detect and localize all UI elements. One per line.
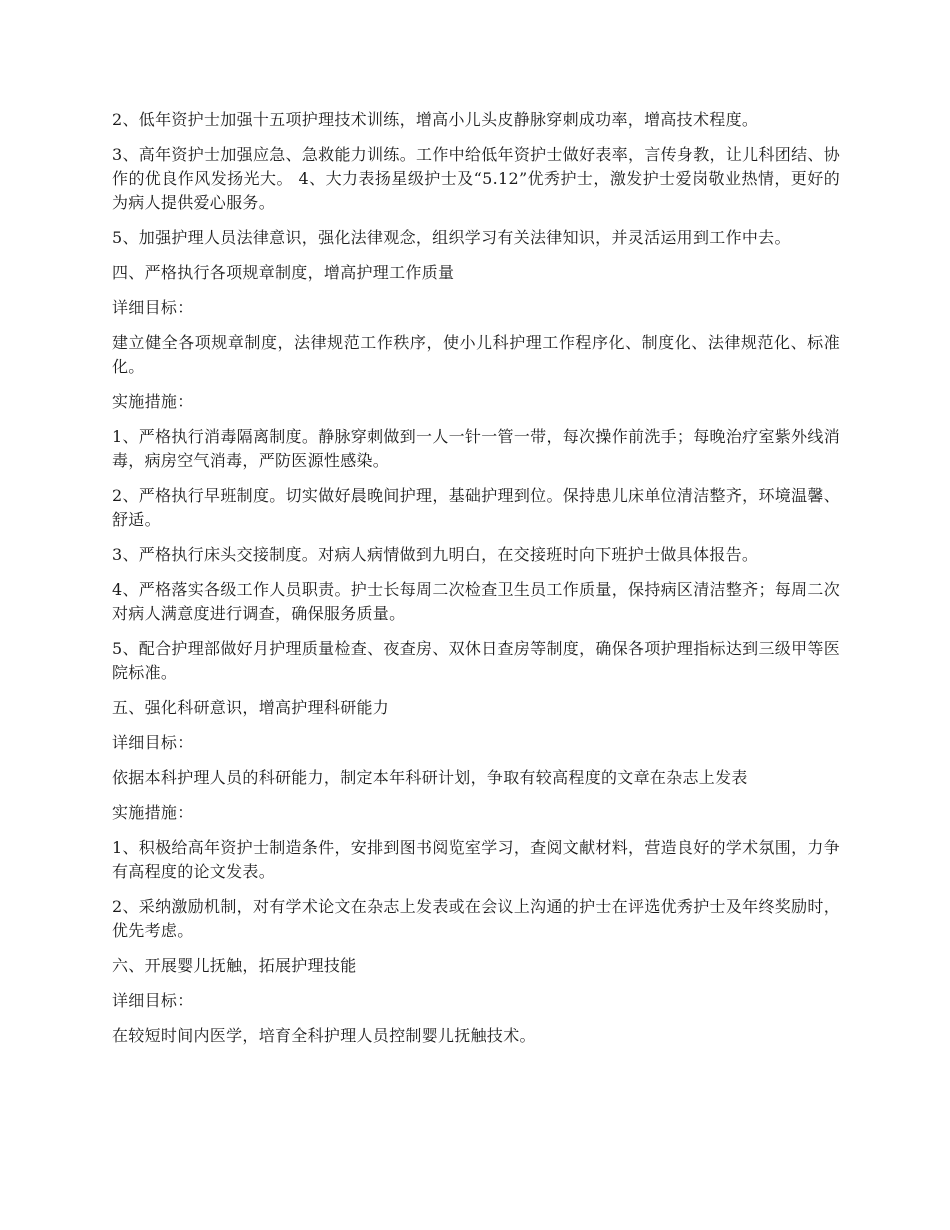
label-target: 详细目标： (112, 298, 194, 317)
paragraph-infant-touch: 在较短时间内医学，培育全科护理人员控制婴儿抚触技术。 (112, 1026, 536, 1045)
label-measures: 实施措施： (112, 392, 194, 411)
label-measures: 实施措施： (112, 803, 194, 822)
paragraph-measure-4: 4、严格落实各级工作人员职责。护士长每周二次检查卫生员工作质量，保持病区清洁整齐；每周二次对病人满意度进行调查，确保服务质量。 (112, 580, 840, 623)
paragraph-measure-2: 2、严格执行早班制度。切实做好晨晚间护理，基础护理到位。保持患儿床单位清洁整齐，环境温馨、舒适。 (112, 486, 840, 529)
paragraph-research-2: 2、采纳激励机制，对有学术论文在杂志上发表或在会议上沟通的护士在评选优秀护士及年终奖励时，优先考虑。 (112, 897, 840, 940)
label-target: 详细目标： (112, 991, 194, 1010)
paragraph-training-junior: 2、低年资护士加强十五项护理技术训练，增高小儿头皮静脉穿刺成功率，增高技术程度。 (112, 110, 759, 129)
paragraph-rules: 建立健全各项规章制度，法律规范工作秩序，使小儿科护理工作程序化、制度化、法律规范化、标准化。 (112, 333, 840, 376)
section-heading-4: 四、严格执行各项规章制度，增高护理工作质量 (112, 263, 455, 282)
paragraph-training-senior: 3、高年资护士加强应急、急救能力训练。工作中给低年资护士做好表率，言传身教，让儿科团结、协作的优良作风发扬光大。 4、大力表扬星级护士及“5.12”优秀护士，激发护士爱岗敬业热情，更好的为病人提供爱心服务。 (112, 145, 840, 212)
label-target: 详细目标： (112, 733, 194, 752)
paragraph-measure-3: 3、严格执行床头交接制度。对病人病情做到九明白，在交接班时向下班护士做具体报告。 (112, 545, 759, 564)
paragraph-research-target: 依据本科护理人员的科研能力，制定本年科研计划，争取有较高程度的文章在杂志上发表 (112, 768, 748, 787)
section-heading-6: 六、开展婴儿抚触，拓展护理技能 (112, 956, 357, 975)
paragraph-measure-1: 1、严格执行消毒隔离制度。静脉穿刺做到一人一针一管一带，每次操作前洗手；每晚治疗室紫外线消毒，病房空气消毒，严防医源性感染。 (112, 427, 840, 470)
paragraph-measure-5: 5、配合护理部做好月护理质量检查、夜查房、双休日查房等制度，确保各项护理指标达到三级甲等医院标准。 (112, 639, 840, 682)
document-body (112, 108, 840, 1048)
paragraph-legal-awareness: 5、加强护理人员法律意识，强化法律观念，组织学习有关法律知识，并灵活运用到工作中去。 (112, 228, 791, 247)
section-heading-5: 五、强化科研意识，增高护理科研能力 (112, 698, 390, 717)
paragraph-research-1: 1、积极给高年资护士制造条件，安排到图书阅览室学习，查阅文献材料，营造良好的学术氛围，力争有高程度的论文发表。 (112, 838, 840, 881)
